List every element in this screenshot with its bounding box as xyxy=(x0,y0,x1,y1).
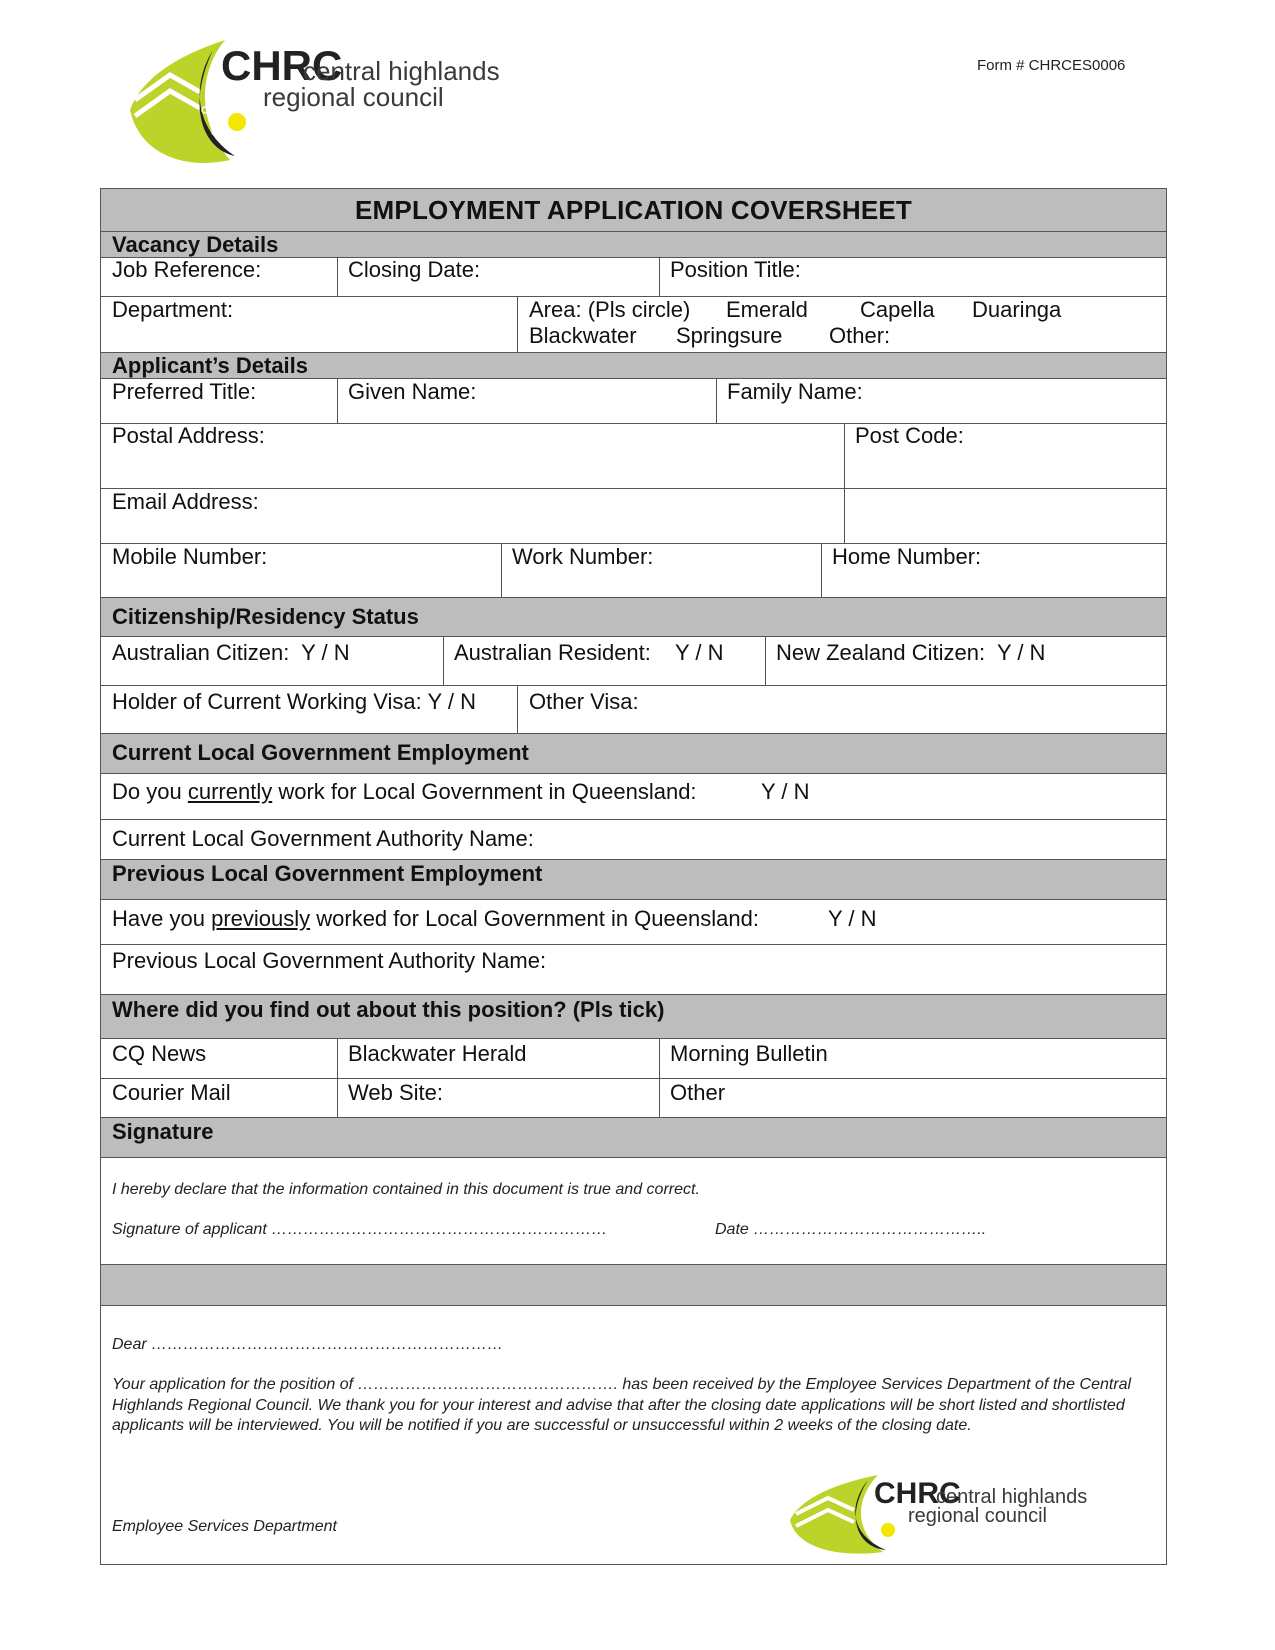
current-lg-yn[interactable]: Y / N xyxy=(761,779,810,804)
divider xyxy=(659,258,660,296)
divider xyxy=(101,488,1166,489)
nz-citizen-field[interactable] xyxy=(776,640,1045,666)
work-number-field[interactable]: Work Number: xyxy=(512,544,654,569)
signature-heading: Signature xyxy=(101,1117,1166,1158)
mobile-number-field[interactable]: Mobile Number: xyxy=(112,544,268,569)
current-lg-authority-field[interactable]: Current Local Government Authority Name: xyxy=(112,826,534,851)
question-text: Do you xyxy=(112,779,182,804)
question-emphasis: currently xyxy=(187,779,273,804)
nz-citizen-label: New Zealand Citizen: xyxy=(776,640,986,665)
australian-resident-field[interactable] xyxy=(454,640,723,666)
council-logo-footer xyxy=(788,1470,1128,1560)
working-visa-field[interactable] xyxy=(112,689,476,715)
divider xyxy=(337,379,338,423)
divider xyxy=(101,1078,1166,1079)
area-option-duaringa[interactable]: Duaringa xyxy=(972,297,1062,322)
form-title: EMPLOYMENT APPLICATION COVERSHEET xyxy=(101,189,1166,232)
divider xyxy=(443,637,444,685)
area-option-blackwater[interactable]: Blackwater xyxy=(529,323,637,348)
source-option-morning-bulletin[interactable]: Morning Bulletin xyxy=(670,1041,828,1066)
acknowledgement-text: Your application for the position of …………………………………………. has been received by the Employee Services Department of the Central Highlands Regional Council. We thank you for your interest and advise that after the closing date applications will be short listed and shortlisted applicants will be interviewed. You will be notified if you are successful or unsuccessful within 2 weeks of the closing date. xyxy=(112,1376,1132,1434)
family-name-field[interactable]: Family Name: xyxy=(727,379,863,404)
divider xyxy=(101,819,1166,820)
source-option-blackwater-herald[interactable]: Blackwater Herald xyxy=(348,1041,527,1066)
divider xyxy=(101,685,1166,686)
australian-citizen-label: Australian Citizen: xyxy=(112,640,290,665)
form-number: Form # CHRCES0006 xyxy=(977,57,1126,74)
yn-option[interactable]: Y / N xyxy=(674,640,724,665)
preferred-title-field[interactable]: Preferred Title: xyxy=(112,379,257,404)
divider xyxy=(821,543,822,597)
question-text: Have you xyxy=(112,906,205,931)
question-text: work for Local Government in Queensland: xyxy=(278,779,697,804)
australian-resident-label: Australian Resident: xyxy=(454,640,651,665)
office-use-bar xyxy=(101,1264,1166,1306)
applicants-details-heading: Applicant’s Details xyxy=(101,352,1166,379)
divider xyxy=(517,297,518,352)
area-option-springsure[interactable]: Springsure xyxy=(676,323,783,348)
area-option-capella[interactable]: Capella xyxy=(860,297,935,322)
other-visa-field[interactable]: Other Visa: xyxy=(529,689,639,714)
logo-chrc-text: CHRC xyxy=(221,42,343,89)
postal-address-field[interactable]: Postal Address: xyxy=(112,423,265,448)
home-number-field[interactable]: Home Number: xyxy=(832,544,982,569)
australian-citizen-field[interactable] xyxy=(112,640,350,666)
department-field[interactable]: Department: xyxy=(112,297,234,322)
area-option-emerald[interactable]: Emerald xyxy=(726,297,808,322)
post-code-field[interactable]: Post Code: xyxy=(855,423,964,448)
divider xyxy=(765,637,766,685)
source-option-cq-news[interactable]: CQ News xyxy=(112,1041,207,1066)
area-label: Area: (Pls circle) xyxy=(529,297,691,322)
logo-line1: central highlands xyxy=(303,56,500,86)
job-reference-field[interactable]: Job Reference: xyxy=(112,257,262,282)
source-option-courier-mail[interactable]: Courier Mail xyxy=(112,1080,231,1105)
position-title-field[interactable]: Position Title: xyxy=(670,257,801,282)
citizenship-heading: Citizenship/Residency Status xyxy=(101,597,1166,637)
previous-lg-yn[interactable]: Y / N xyxy=(828,906,877,931)
yn-option[interactable]: Y / N xyxy=(996,640,1046,665)
signature-date-line[interactable]: Date …………………………………….. xyxy=(715,1221,987,1238)
vacancy-details-heading: Vacancy Details xyxy=(101,231,1166,258)
declaration-text: I hereby declare that the information contained in this document is true and correct. xyxy=(112,1181,700,1198)
divider xyxy=(844,423,845,543)
working-visa-label: Holder of Current Working Visa: xyxy=(112,689,422,714)
given-name-field[interactable]: Given Name: xyxy=(348,379,477,404)
previous-lg-authority-field[interactable]: Previous Local Government Authority Name: xyxy=(112,948,547,973)
divider xyxy=(337,1039,338,1117)
council-logo xyxy=(125,30,515,175)
question-emphasis: previously xyxy=(211,906,311,931)
source-heading: Where did you find out about this position? (Pls tick) xyxy=(101,994,1166,1039)
closing-date-field[interactable]: Closing Date: xyxy=(348,257,481,282)
area-option-other[interactable]: Other: xyxy=(829,323,891,348)
source-option-other[interactable]: Other xyxy=(670,1080,726,1105)
email-address-field[interactable]: Email Address: xyxy=(112,489,259,514)
current-lg-question xyxy=(112,779,697,805)
previous-lg-question xyxy=(112,906,759,932)
divider xyxy=(101,944,1166,945)
question-text: worked for Local Government in Queensland: xyxy=(316,906,759,931)
applicant-signature-line[interactable]: Signature of applicant ……………………………………………………… xyxy=(112,1221,608,1238)
divider xyxy=(501,543,502,597)
divider xyxy=(659,1039,660,1117)
logo-line2: regional council xyxy=(908,1505,1047,1527)
divider xyxy=(337,258,338,296)
yn-option[interactable]: Y / N xyxy=(427,689,476,714)
logo-line1: central highlands xyxy=(936,1486,1088,1508)
dear-line: Dear ………………………………………………………… xyxy=(112,1336,504,1353)
yn-option[interactable]: Y / N xyxy=(301,640,350,665)
employee-services-department: Employee Services Department xyxy=(112,1518,337,1535)
logo-chrc-text: CHRC xyxy=(874,1477,961,1510)
application-form xyxy=(100,188,1167,1565)
source-option-web-site[interactable]: Web Site: xyxy=(348,1080,443,1105)
divider xyxy=(716,379,717,423)
logo-line2: regional council xyxy=(263,82,444,112)
divider xyxy=(517,685,518,733)
current-lg-heading: Current Local Government Employment xyxy=(101,733,1166,774)
previous-lg-heading: Previous Local Government Employment xyxy=(101,859,1166,900)
